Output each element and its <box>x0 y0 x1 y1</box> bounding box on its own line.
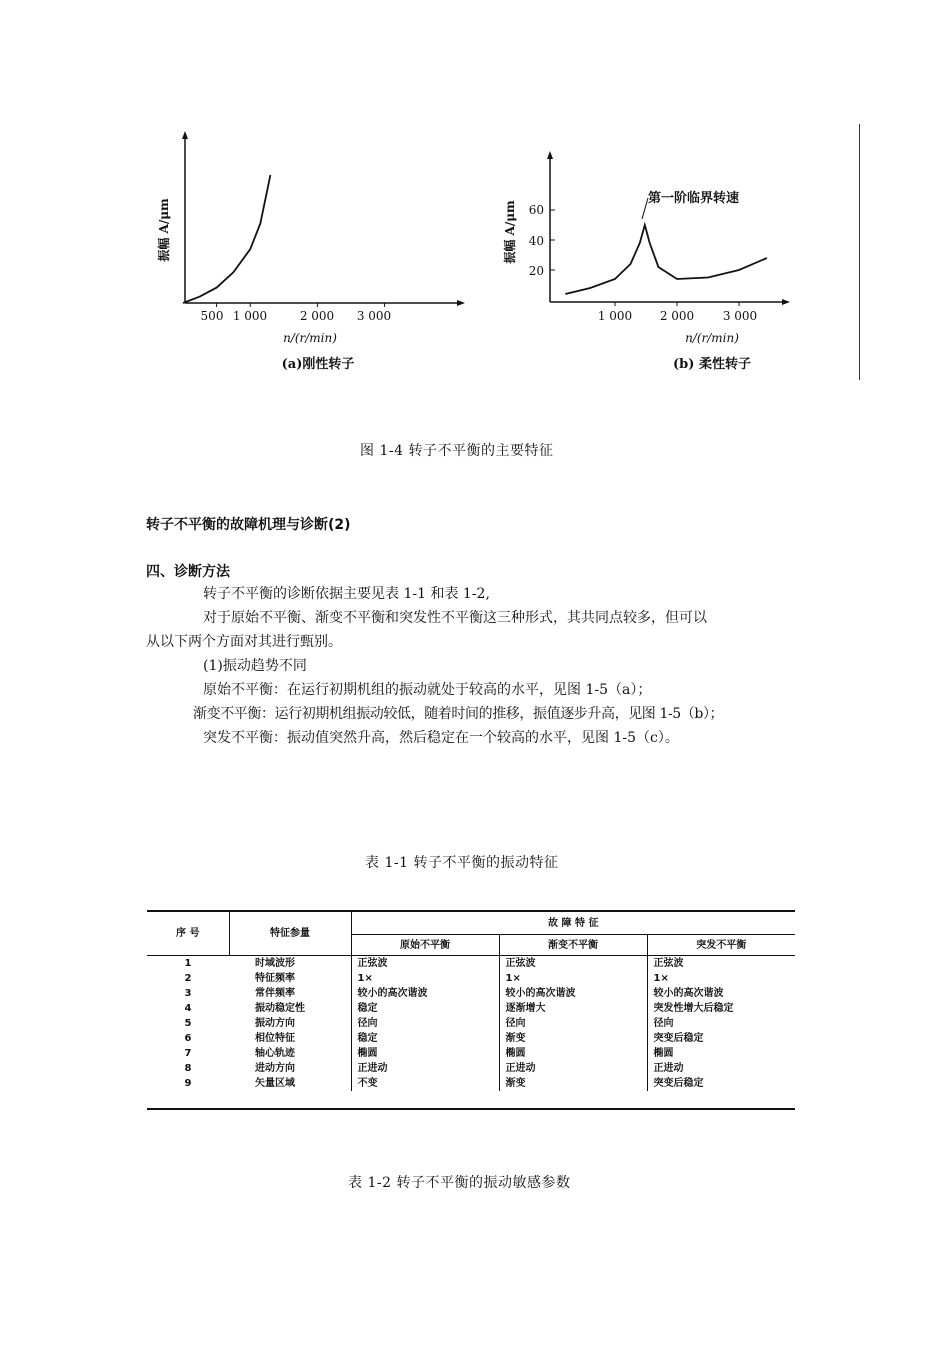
row-seq: 1 <box>184 958 192 969</box>
row-value: 渐变 <box>499 1031 647 1046</box>
chart-b-xlabel: n/(r/min) <box>685 331 739 345</box>
table-row <box>147 1031 795 1046</box>
chart-b-xtick-3000: 3 000 <box>722 309 758 323</box>
row-value: 正进动 <box>647 1061 795 1076</box>
chart-b-xtick-2000: 2 000 <box>659 309 695 323</box>
header-sudden: 突发不平衡 <box>647 935 795 956</box>
row-param: 矢量区域 <box>255 1078 295 1089</box>
row-value: 椭圆 <box>351 1046 499 1061</box>
chart-a-xtick-2000: 2 000 <box>299 309 335 323</box>
row-param: 轴心轨迹 <box>255 1048 295 1059</box>
row-value: 正弦波 <box>351 956 499 972</box>
chart-a-xtick-3000: 3 000 <box>356 309 392 323</box>
row-value: 逐渐增大 <box>499 1001 647 1016</box>
row-seq: 9 <box>184 1078 192 1089</box>
chart-b-line <box>565 225 767 294</box>
chart-a-xlabel: n/(r/min) <box>283 331 337 345</box>
paragraph-2a: 对于原始不平衡、渐变不平衡和突发性不平衡这三种形式，其共同点较多，但可以 <box>203 610 707 626</box>
table-row <box>147 986 795 1001</box>
row-value: 正弦波 <box>499 956 647 972</box>
chart-a-caption: (a)刚性转子 <box>281 357 355 372</box>
row-seq: 6 <box>184 1033 192 1044</box>
row-value: 稳定 <box>351 1031 499 1046</box>
row-value: 稳定 <box>351 1001 499 1016</box>
chart-a-line <box>183 175 270 303</box>
paragraph-4: 原始不平衡：在运行初期机组的振动就处于较高的水平，见图 1-5（a）； <box>203 682 652 698</box>
chart-b-xtick-1000: 1 000 <box>597 309 633 323</box>
row-param: 常伴频率 <box>255 988 295 999</box>
row-value: 径向 <box>647 1016 795 1031</box>
row-value: 径向 <box>499 1016 647 1031</box>
row-value: 径向 <box>351 1016 499 1031</box>
row-seq: 5 <box>184 1018 192 1029</box>
row-value: 较小的高次谐波 <box>499 986 647 1001</box>
chart-b-ytick-40: 40 <box>528 234 544 248</box>
chart-a-xtick-500: 500 <box>200 309 224 323</box>
chart-a-xtick-1000: 1 000 <box>232 309 268 323</box>
row-seq: 7 <box>184 1048 192 1059</box>
paragraph-2b: 从以下两个方面对其进行甄别。 <box>146 634 342 650</box>
paragraph-3: (1)振动趋势不同 <box>203 658 307 674</box>
row-seq: 8 <box>184 1063 192 1074</box>
table-row <box>147 1001 795 1016</box>
chart-b-ylabel: 振幅 A/μm <box>503 200 517 264</box>
row-value: 1× <box>351 971 499 986</box>
page-border-line <box>859 124 860 380</box>
row-value: 椭圆 <box>499 1046 647 1061</box>
row-value: 椭圆 <box>647 1046 795 1061</box>
row-value: 突发性增大后稳定 <box>647 1001 795 1016</box>
row-value: 1× <box>499 971 647 986</box>
table-1-1 <box>147 912 795 1091</box>
chart-b-annotation: 第一阶临界转速 <box>648 191 740 206</box>
row-value: 较小的高次谐波 <box>351 986 499 1001</box>
chart-b-x-arrow <box>782 299 790 305</box>
figure-caption: 图 1-4 转子不平衡的主要特征 <box>360 443 554 459</box>
row-param: 相位特征 <box>255 1033 295 1044</box>
row-seq: 4 <box>184 1003 192 1014</box>
row-value: 渐变 <box>499 1076 647 1091</box>
row-value: 1× <box>647 971 795 986</box>
row-value: 突变后稳定 <box>647 1076 795 1091</box>
header-fault-features: 故 障 特 征 <box>351 912 795 935</box>
paragraph-5: 渐变不平衡：运行初期机组振动较低，随着时间的推移，振值逐步升高，见图 1-5（b）； <box>193 706 724 722</box>
row-seq: 2 <box>184 973 192 984</box>
paragraph-6: 突发不平衡：振动值突然升高，然后稳定在一个较高的水平，见图 1-5（c）。 <box>203 730 679 746</box>
chart-b-y-arrow <box>547 151 553 159</box>
table-row <box>147 956 795 972</box>
table-row <box>147 1016 795 1031</box>
header-param: 特征参量 <box>229 912 351 956</box>
table-row <box>147 1076 795 1091</box>
row-value: 突变后稳定 <box>647 1031 795 1046</box>
chart-b-caption: (b) 柔性转子 <box>673 357 751 372</box>
row-param: 振动稳定性 <box>255 1003 305 1014</box>
header-original: 原始不平衡 <box>351 935 499 956</box>
table-row <box>147 1061 795 1076</box>
row-param: 时域波形 <box>255 958 295 969</box>
chart-a <box>156 131 465 372</box>
header-seq: 序 号 <box>147 912 229 956</box>
table-row <box>147 971 795 986</box>
row-value: 不变 <box>351 1076 499 1091</box>
row-value: 正进动 <box>351 1061 499 1076</box>
chart-a-y-arrow <box>182 131 188 139</box>
table-bottom-rule <box>147 1108 795 1110</box>
row-value: 正弦波 <box>647 956 795 972</box>
section-subheading: 四、诊断方法 <box>146 564 230 580</box>
row-param: 振动方向 <box>255 1018 295 1029</box>
header-gradual: 渐变不平衡 <box>499 935 647 956</box>
chart-a-x-arrow <box>457 300 465 306</box>
chart-a-ylabel: 振幅 A/μm <box>157 198 171 262</box>
chart-b-annotation-leader <box>642 198 648 219</box>
chart-b <box>502 151 790 372</box>
row-value: 较小的高次谐波 <box>647 986 795 1001</box>
figure-1-4 <box>140 120 840 380</box>
section-heading: 转子不平衡的故障机理与诊断(2) <box>146 517 351 533</box>
table-1-1-title: 表 1-1 转子不平衡的振动特征 <box>365 855 559 871</box>
row-param: 进动方向 <box>255 1063 295 1074</box>
row-param: 特征频率 <box>255 973 295 984</box>
paragraph-1: 转子不平衡的诊断依据主要见表 1-1 和表 1-2, <box>203 586 490 602</box>
row-value: 正进动 <box>499 1061 647 1076</box>
table-1-2-title: 表 1-2 转子不平衡的振动敏感参数 <box>348 1175 571 1191</box>
table-row <box>147 1046 795 1061</box>
chart-b-ytick-20: 20 <box>528 264 544 278</box>
chart-b-ytick-60: 60 <box>528 203 544 217</box>
row-seq: 3 <box>184 988 192 999</box>
